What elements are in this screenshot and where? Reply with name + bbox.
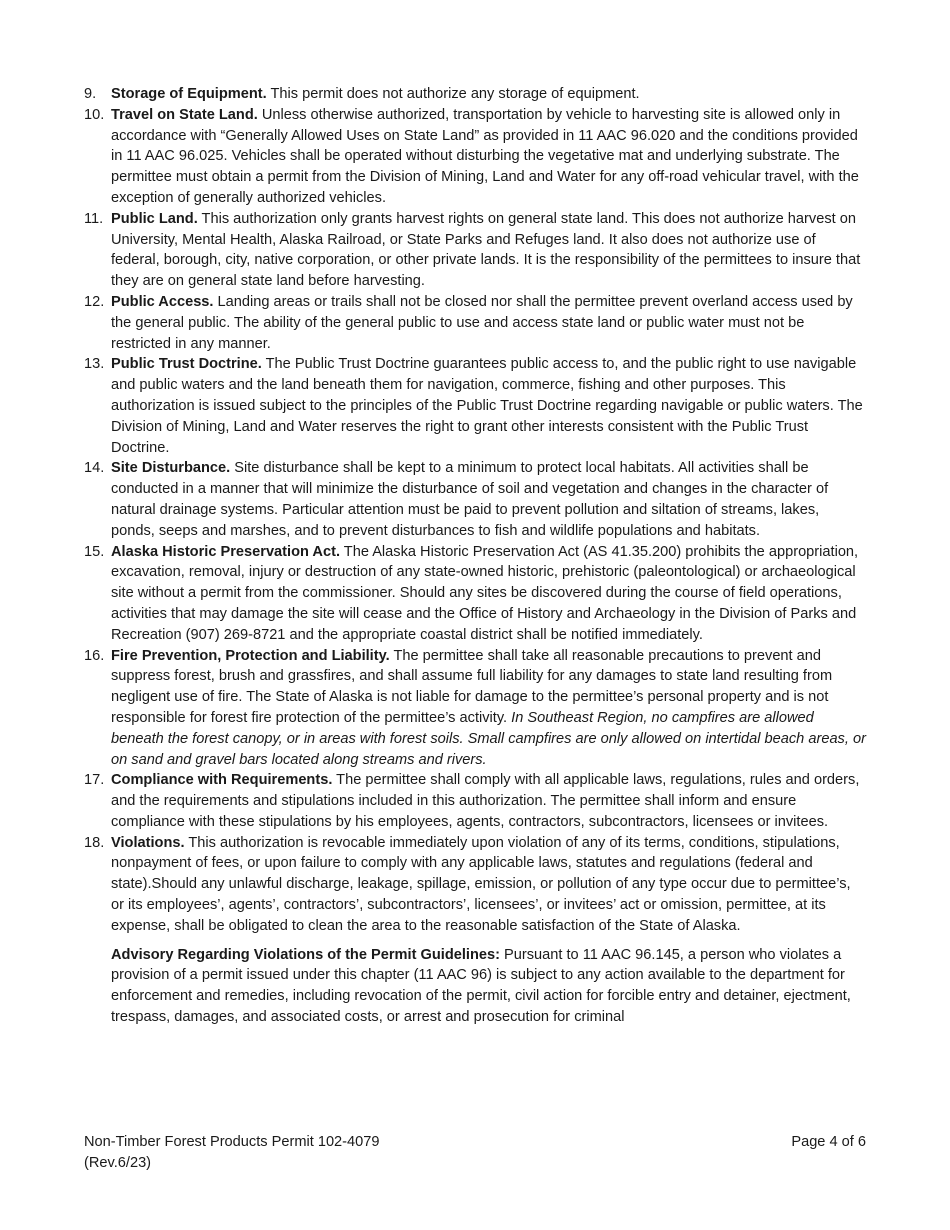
item-heading: Public Land.: [111, 210, 198, 227]
advisory-heading: Advisory Regarding Violations of the Permit Guidelines:: [111, 946, 500, 963]
list-item-9: [84, 84, 866, 105]
item-number: 11.: [84, 210, 104, 227]
list-item-10: [84, 105, 866, 209]
document-body: [84, 84, 866, 1028]
page-footer: [84, 1132, 866, 1174]
footer-page-number: Page 4 of 6: [791, 1134, 866, 1150]
item-heading: Travel on State Land.: [111, 106, 258, 123]
item-number: 13.: [84, 356, 105, 373]
advisory-text: Pursuant to 11 AAC 96.145, a person who violates a provision of a permit issued under this chapter (11 AAC 96) is subject to any action available to the department for enforcement and remedies, including revocation of the permit, civil action for forcible entry and detainer, ejectment, trespass, damages, and associated costs, or arrest and prosecution for criminal: [111, 946, 851, 1026]
list-item-18: [84, 833, 866, 937]
item-text: The Public Trust Doctrine guarantees public access to, and the public right to use navigable and public waters and the land beneath them for navigation, commerce, fishing and other purposes. This authorization is issued subject to the principles of the Public Trust Doctrine regarding navigable or public waters. The Division of Mining, Land and Water reserves the right to grant other interests consistent with the Public Trust Doctrine.: [111, 356, 863, 456]
footer-revision: (Rev.6/23): [84, 1154, 152, 1171]
item-italic-note: In Southeast Region, no campfires are allowed beneath the forest canopy, or in areas with forest soils. Small campfires are only allowed on intertidal beach areas, or on sand and gravel bars located along streams and rivers.: [111, 709, 866, 768]
item-text: The Alaska Historic Preservation Act (AS 41.35.200) prohibits the appropriation, excavation, removal, injury or destruction of any state-owned historic, prehistoric (paleontological) or archaeological site without a permit from the commissioner. Should any sites be discovered during the course of field operations, activities that may damage the site will cease and the Office of History and Archaeology in the Division of Parks and Recreation (907) 269-8721 and the appropriate coastal district shall be notified immediately.: [111, 543, 859, 643]
item-text: Unless otherwise authorized, transportation by vehicle to harvesting site is allowed only in accordance with “Generally Allowed Uses on State Land” as provided in 11 AAC 96.020 and the conditions provided in 11 AAC 96.025. Vehicles shall be operated without disturbing the vegetative mat and underlying substrate. The permittee must obtain a permit from the Division of Mining, Land and Water for any off-road vehicular travel, with the exception of generally authorized vehicles.: [111, 106, 859, 206]
item-number: 12.: [84, 293, 105, 310]
list-item-13: [84, 354, 866, 458]
item-text: This authorization is revocable immediately upon violation of any of its terms, conditions, stipulations, nonpayment of fees, or upon failure to comply with any applicable laws, statutes and regulations (federal and state).Should any unlawful discharge, leakage, spillage, emission, or pollution of any type occur due to permittee’s, or its employees’, agents’, contractors’, subcontractors’, licensees’, or invitees’ act or omission, permittee, at its expense, shall be obligated to clean the area to the reasonable satisfaction of the State of Alaska.: [111, 834, 851, 934]
list-item-15: [84, 542, 866, 646]
item-heading: Storage of Equipment.: [111, 86, 267, 102]
item-heading: Site Disturbance.: [111, 460, 231, 477]
item-text: The permittee shall take all reasonable precautions to prevent and suppress forest, brush and grassfires, and shall assume full liability for any damages to state land resulting from negligent use of fire. The State of Alaska is not liable for damage to the permittee’s personal property and is not responsible for forest fire protection of the permittee’s activity.: [111, 647, 833, 726]
item-number: 9.: [84, 86, 97, 102]
list-item-12: [84, 292, 866, 354]
list-item-11: [84, 209, 866, 292]
footer-permit-title: Non-Timber Forest Products Permit 102-4079: [84, 1134, 380, 1150]
item-number: 18.: [84, 834, 105, 851]
item-text: Site disturbance shall be kept to a minimum to protect local habitats. All activities shall be conducted in a manner that will minimize the disturbance of soil and vegetation and changes in the character of natural drainage systems. Particular attention must be paid to prevent pollution and siltation of streams, lakes, ponds, seeps and marshes, and to prevent disturbances to fish and wildlife populations and habitats.: [111, 460, 829, 539]
item-text: This permit does not authorize any storage of equipment.: [266, 86, 640, 102]
item-heading: Compliance with Requirements.: [111, 772, 333, 789]
item-heading: Fire Prevention, Protection and Liability.: [111, 647, 390, 664]
list-item-17: [84, 770, 866, 832]
item-text: The permittee shall comply with all applicable laws, regulations, rules and orders, and the requirements and stipulations included in this authorization. The permittee shall inform and ensure compliance with these stipulations by his employees, agents, contractors, subcontractors, licensees or invitees.: [111, 772, 860, 830]
item-text: Landing areas or trails shall not be closed nor shall the permittee prevent overland access used by the general public. The ability of the general public to use and access state land or public water must not be restricted in any manner.: [111, 293, 853, 352]
item-number: 16.: [84, 647, 105, 664]
item-number: 14.: [84, 460, 105, 477]
item-heading: Alaska Historic Preservation Act.: [111, 543, 341, 560]
list-item-14: [84, 458, 866, 541]
item-number: 17.: [84, 772, 105, 789]
item-heading: Public Trust Doctrine.: [111, 356, 262, 373]
item-heading: Violations.: [111, 834, 185, 851]
item-number: 10.: [84, 106, 105, 123]
item-number: 15.: [84, 543, 105, 560]
advisory-paragraph: [111, 945, 866, 1028]
list-item-16: [84, 646, 866, 771]
item-text: This authorization only grants harvest rights on general state land. This does not authorize harvest on University, Mental Health, Alaska Railroad, or State Parks and Refuges land. It also does not authorize use of federal, borough, city, native corporation, or other private lands. It is the responsibility of the permittees to insure that they are on general state land before harvesting.: [111, 210, 861, 290]
item-heading: Public Access.: [111, 293, 214, 310]
